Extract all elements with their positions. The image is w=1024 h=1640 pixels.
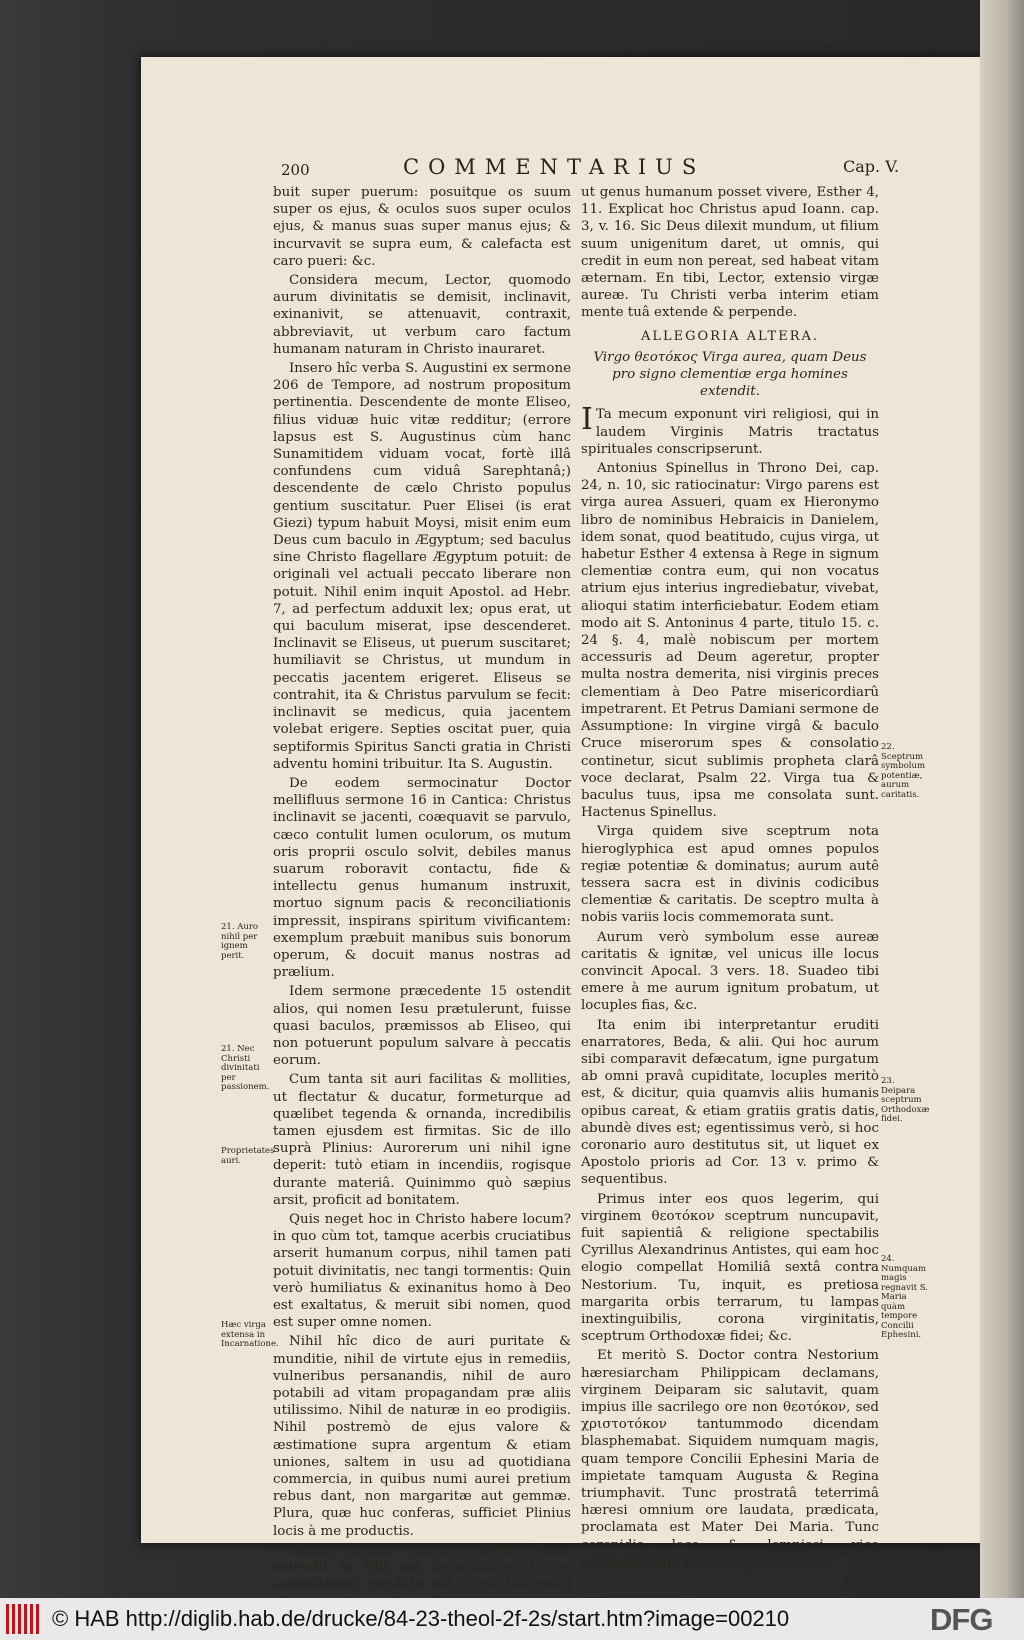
- marginal-note: 21. Auro nihil per ignem perit.: [221, 922, 259, 961]
- catchword: Salu-: [844, 1574, 879, 1590]
- paragraph: ITa mecum exponunt viri religiosi, qui in laudem Virginis Matris tractatus spirituales conscripserunt.: [581, 402, 879, 457]
- paragraph: buit super puerum: posuitque os suum super os ejus, & oculos suos super oculos ejus, & manus suas super manus ejus; & incurvavit se supra eum, & calefacta est caro pueri: &c.: [273, 185, 571, 269]
- running-head: [141, 157, 982, 181]
- paragraph: De eodem sermocinatur Doctor mellifluus sermone 16 in Cantica: Christus inclinavit se jacenti, coæquavit se parvulo, cæco contulit lumen oculorum, os mutum oris proprii osculo solvit, debiles manus suarum roboravit contactu, fide & intellectu genus humanum instruxit, mortuo signum pacis & reconciliationis impressit, inspirans spiritum vivificantem: exemplum præbuit manibus suis bonorum operum, & docuit manus nostras ad prælium.: [273, 775, 571, 981]
- paragraph: Insero hîc verba S. Augustini ex sermone 206 de Tempore, ad nostrum propositum pertinentia. Descendente de monte Eliseo, filius viduæ huic vitæ redditur; (errore lapsus est S. Augustinus cùm hanc Sunamitidem viduam vocat, fortè illâ confundens cum viduâ Sarephtanâ;) descendente de cælo Christo populus gentium suscitatur. Puer Elisei (is erat Giezi) typum habuit Moysi, misit enim eum Deus cum baculo in Ægyptum; sed baculus sine Christo flagellare Ægyptum potuit: de originali vel actuali peccato liberare non potuit. Nihil enim inquit Apostol. ad Hebr. 7, ad perfectum adduxit lex; opus erat, ut qui baculum miserat, ipse descenderet. Inclinavit se Eliseus, ut puerum suscitaret; humiliavit se Christus, ut mundum in peccatis jacentem erigeret. Eliseus se contrahit, ita & Christus parvulum se fecit: inclinavit se medicus, quia jacentem volebat erigere. Septies oscitat puer, quia septiformis Spiritus Sancti gratia in Christi adventu homini tribuitur. Ita S. Augustin.: [273, 361, 571, 772]
- dfg-logo: DFG: [930, 1602, 993, 1637]
- marginal-note: 24. Numquam magis regnavit S. Maria quàm tempore Concilii Ephesini.: [881, 1254, 928, 1340]
- paragraph: Idem sermone præcedente 15 ostendit alios, qui nomen Iesu prætulerunt, fuisse quasi baculos, præmissos ab Eliseo, qui non potuerunt populum salvare à peccatis eorum.: [273, 984, 571, 1069]
- paragraph: Aurum verò symbolum esse aureæ caritatis & ignitæ, vel unicus ille locus convincit Apocal. 3 vers. 18. Suadeo tibi emere à me aurum ignitum probatum, ut locuples fias, &c.: [581, 929, 879, 1014]
- paragraph: ut genus humanum posset vivere, Esther 4, 11. Explicat hoc Christus apud Ioann. cap. 3, v. 16. Sic Deus dilexit mundum, ut filium suum unigenitum daret, ut omnis, qui credit in eum non pereat, sed habeat vitam æternam. En tibi, Lector, extensio virgæ aureæ. Tu Christi verba interim etiam mente tuâ extende & perpende.: [581, 185, 879, 321]
- source-url-link[interactable]: © HAB http://diglib.hab.de/drucke/84-23-theol-2f-2s/start.htm?image=00210: [52, 1606, 790, 1631]
- book-page-scan: [141, 57, 982, 1593]
- marginal-note: 21. Nec Christi divinitati per passionem.: [221, 1044, 270, 1092]
- paragraph: Et meritò S. Doctor contra Nestorium hæresiarcham Philippicam declamans, virginem Deiparam sic salutavit, quam impius ille sacrilego ore non θεοτόκον, sed χριστοτόκον tantummodo dicendam blasphemabat. Siquidem numquam magis, quam tempore Concilii Ephesini Maria de impietate tamquam Augusta & Regina triumphavit. Tunc prostratâ teterrimâ hæresi omnium ore laudata, prædicata, proclamata est Mater Dei Maria. Tunc coronidis loco & lemnisci vice additamentum illud accepit Angelica: [581, 1348, 879, 1570]
- right-text-column: [581, 184, 879, 1592]
- marginal-note: Hæc virga extensa in Incarnatione.: [221, 1320, 279, 1349]
- paragraph: Antonius Spinellus in Throno Dei, cap. 24, n. 10, sic ratiocinatur: Virgo parens est virga aurea Assueri, quam ex Hieronymo libro de nominibus Hebraicis in Danielem, idem sonat, quod beatitudo, cujus virga, ut habetur Esther 4 extensa à Rege in signum clementiæ contra eum, qui non vocatus atrium ejus interius ingrediebatur, vivebat, alioqui statim interficiebatur. Eodem etiam modo ait S. Antoninus 4 parte, titulo 15. c. 24 §. 4, malè nobiscum per mortem accessuris ad Deum ageretur, propter multa nostra demerita, nisi virginis preces clementiam à Deo Patre misericordiarû impetrarent. Et Petrus Damiani sermone de Assumptione: In virgine virgâ & baculo Cruce miserorum spes & consolatio continetur, sicut sublimis propheta clarâ voce declarat, Psalm 22. Virga tua & baculus tuus, ipsa me consolata sunt. Hactenus Spinellus.: [581, 461, 879, 821]
- paragraph: Cum tanta sit auri facilitas & mollities, ut flectatur & ducatur, formeturque ad quælibet tegenda & ornanda, incredibilis tamen ejusdem est firmitas. Sic de illo suprà Plinius: Aurorerum uni nihil igne deperit: tutò etiam in incendiis, rogisque durante materiâ. Quinimmo quò sæpius arsit, proficit ad bonitatem.: [273, 1072, 571, 1208]
- viewer-footer: [0, 1598, 1024, 1640]
- paragraph: Virga quidem sive sceptrum nota hieroglyphica est apud omnes populos regiæ potentiæ & dominatus; aurum autê tessera sacra est in divinis codicibus clementiæ & caritatis. De sceptro multa à nobis variis locis commemorata sunt.: [581, 824, 879, 926]
- section-subheading: Virgo θεοτόκος Virga aurea, quam Deus pro signo clementiæ erga homines extendit.: [593, 349, 867, 400]
- paragraph: Primus inter eos quos legerim, qui virginem θεοτόκον sceptrum nuncupavit, fuit sapientiâ & religione spectabilis Cyrillus Alexandrinus Antistes, qui eam hoc elogio compellat Homiliâ sextâ contra Nestorium. Tu, inquit, es pretiosa margarita orbis terrarum, tu lampas inextinguibilis, corona virginitatis, sceptrum Orthodoxæ fidei; &c.: [581, 1191, 879, 1345]
- paragraph: Ita enim ibi interpretantur eruditi enarratores, Beda, & alii. Qui hoc aurum sibi comparavit defæcatum, igne purgatum ab omni pravâ cupiditate, locuples meritò est, & dicitur, quia quamvis aliis humanis opibus careat, & etiam gratiis gratis datis, abundè dives est; egentissimus verò, si hoc coronario auro destitutus sit, ut liquet ex Apostolo prioris ad Cor. 13 v. primo & sequentibus.: [581, 1017, 879, 1188]
- marginal-note: 22. Sceptrum symbolum potentiæ, aurum caritatis.: [881, 742, 926, 800]
- paragraph: Quis neget hoc in Christo habere locum? in quo cùm tot, tamque acerbis cruciatibus arserit humanum corpus, nihil tamen pati potuit divinitatis, nec tangi tormentis: Quin verò humiliatus & exinanitus homo à Deo est exaltatus, & meruit sibi nomen, quod est super omne nomen.: [273, 1211, 571, 1331]
- page-number: 200: [281, 161, 310, 179]
- left-text-column: [273, 184, 571, 1613]
- paragraph: Hanc virgam auream Deus Pater extendit in filii sui Incarnatione (cujus summitatem osculata est virgo Nazaræa): [273, 1542, 571, 1593]
- paragraph: Nihil hîc dico de auri puritate & munditie, nihil de virtute ejus in remediis, vulneribus persanandis, nihil de auro potabili ad vitam propagandam præ aliis utilissimo. Nihil de naturæ in eo prodigiis. Nihil postremò de ejus valore & æstimatione supra argentum & etiam uniones, saltem in usu ad quotidiana commercia, in quibus numi aurei pretium rebus dant, non margaritæ aut gemmæ. Plura, quæ huc conferas, sufficiet Plinius locis à me productis.: [273, 1334, 571, 1539]
- hab-logo-icon: [6, 1604, 42, 1634]
- marginal-note: Proprietates auri.: [221, 1146, 275, 1166]
- facing-page-edge: [980, 0, 1024, 1598]
- section-heading: ALLEGORIA ALTERA.: [640, 328, 820, 344]
- running-title: COMMENTARIUS: [403, 155, 706, 179]
- paragraph: Considera mecum, Lector, quomodo aurum divinitatis se demisit, inclinavit, exinanivit, se attenuavit, contraxit, abbreviavit, ut verbum caro factum humanam naturam in Christo inauraret.: [273, 273, 571, 357]
- chapter-label: Cap. V.: [843, 157, 900, 176]
- marginal-note: 23. Deipara sceptrum Orthodoxæ fidei.: [881, 1076, 930, 1124]
